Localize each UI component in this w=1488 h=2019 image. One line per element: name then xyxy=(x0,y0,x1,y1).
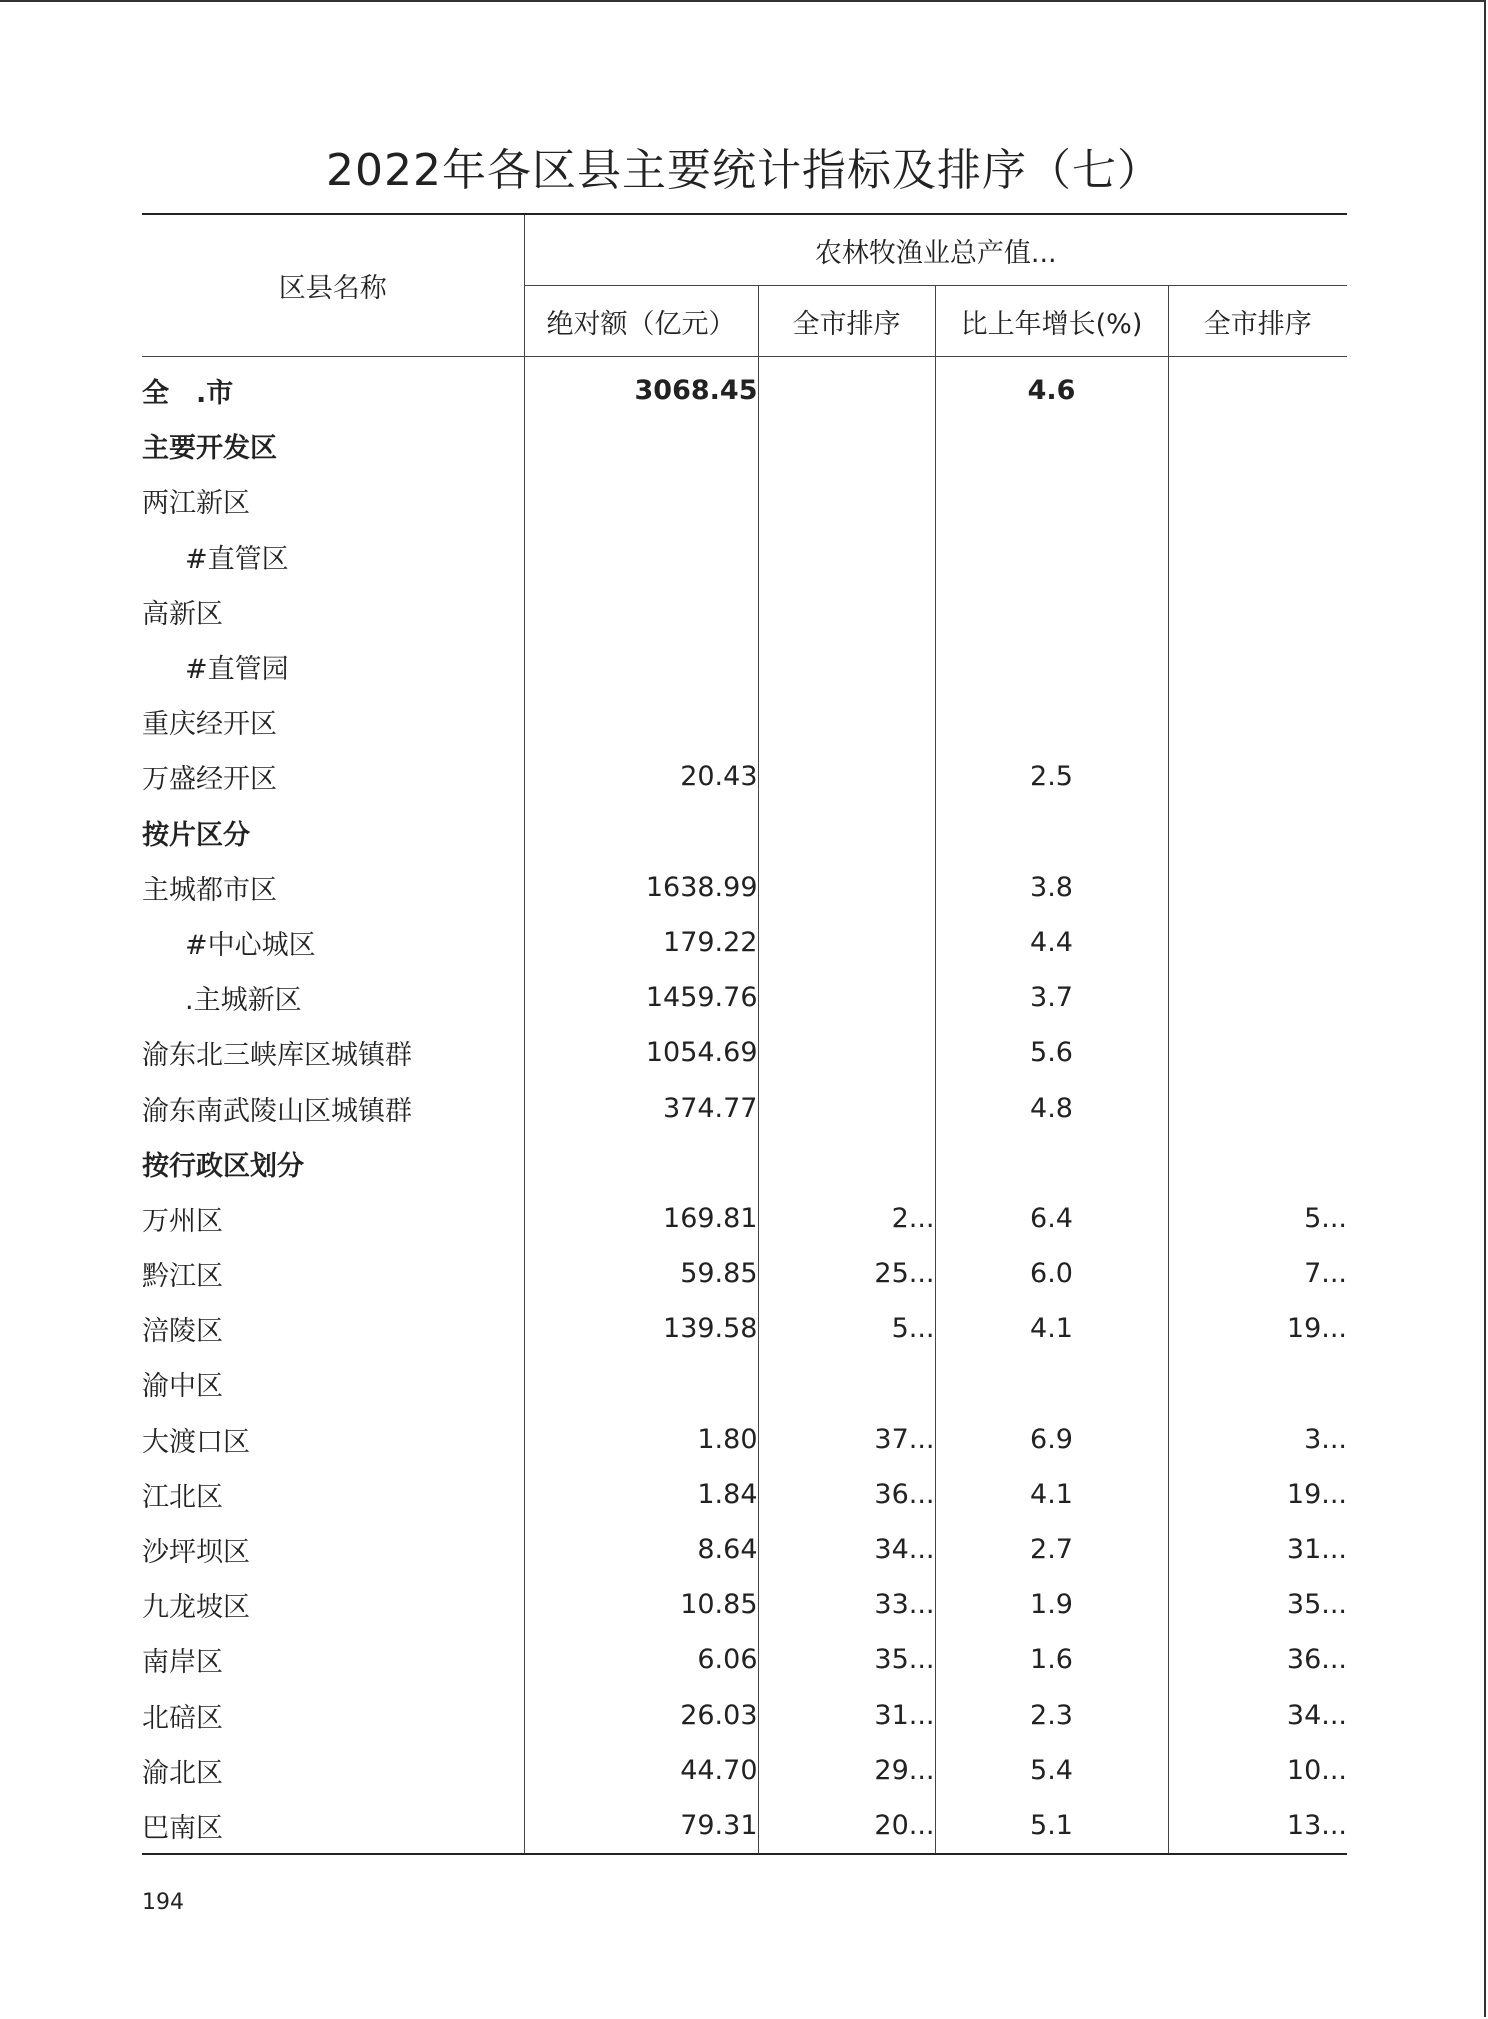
table-row xyxy=(142,357,1347,419)
growth-rate-cell xyxy=(935,639,1168,694)
page-title: 2022年各区县主要统计指标及排序（七） xyxy=(326,145,1162,196)
district-name-cell: 江北区 xyxy=(142,1467,524,1522)
table-row xyxy=(142,529,1347,584)
district-name-cell: 按行政区划分 xyxy=(142,1136,524,1191)
table-row xyxy=(142,1412,1347,1467)
table-row xyxy=(142,1246,1347,1301)
amount-rank-cell xyxy=(758,1136,935,1191)
growth-rank-cell: 13... xyxy=(1168,1798,1347,1854)
amount-rank-cell xyxy=(758,584,935,639)
table-row xyxy=(142,1025,1347,1080)
amount-rank-cell: 34... xyxy=(758,1522,935,1577)
table-row xyxy=(142,473,1347,528)
table-row xyxy=(142,860,1347,915)
district-name-cell: 涪陵区 xyxy=(142,1301,524,1356)
absolute-amount-cell: 20.43 xyxy=(524,749,758,804)
district-name-cell: 渝东南武陵山区城镇群 xyxy=(142,1080,524,1135)
table-row xyxy=(142,1191,1347,1246)
amount-rank-cell xyxy=(758,473,935,528)
district-name-cell: 北碚区 xyxy=(142,1688,524,1743)
growth-rate-cell: 6.0 xyxy=(935,1246,1168,1301)
growth-rate-cell xyxy=(935,584,1168,639)
district-name-cell: 渝北区 xyxy=(142,1743,524,1798)
table-row xyxy=(142,584,1347,639)
absolute-amount-cell xyxy=(524,1356,758,1411)
amount-rank-header: 全市排序 xyxy=(758,286,935,357)
absolute-amount-cell xyxy=(524,639,758,694)
amount-rank-cell: 20... xyxy=(758,1798,935,1854)
absolute-amount-cell: 8.64 xyxy=(524,1522,758,1577)
table-row xyxy=(142,1080,1347,1135)
growth-rate-cell: 3.7 xyxy=(935,970,1168,1025)
district-name-cell: 九龙坡区 xyxy=(142,1577,524,1632)
amount-rank-cell: 33... xyxy=(758,1577,935,1632)
amount-rank-cell: 36... xyxy=(758,1467,935,1522)
growth-rate-cell: 5.1 xyxy=(935,1798,1168,1854)
growth-rank-cell xyxy=(1168,1136,1347,1191)
absolute-amount-cell xyxy=(524,694,758,749)
growth-rate-cell: 4.1 xyxy=(935,1467,1168,1522)
growth-rank-cell xyxy=(1168,694,1347,749)
output-value-group-header: 农林牧渔业总产值... xyxy=(524,214,1347,286)
amount-rank-cell xyxy=(758,1356,935,1411)
growth-rank-header: 全市排序 xyxy=(1168,286,1347,357)
district-name-cell: 两江新区 xyxy=(142,473,524,528)
table-row xyxy=(142,1522,1347,1577)
amount-rank-cell: 35... xyxy=(758,1632,935,1687)
growth-rate-cell: 6.9 xyxy=(935,1412,1168,1467)
district-name-cell: 主城都市区 xyxy=(142,860,524,915)
absolute-amount-cell: 374.77 xyxy=(524,1080,758,1135)
growth-rate-cell: 4.1 xyxy=(935,1301,1168,1356)
district-name-cell: #中心城区 xyxy=(142,915,524,970)
growth-rank-cell xyxy=(1168,1025,1347,1080)
table-row xyxy=(142,1301,1347,1356)
amount-rank-cell xyxy=(758,860,935,915)
table-row xyxy=(142,1632,1347,1687)
absolute-amount-cell: 10.85 xyxy=(524,1577,758,1632)
amount-rank-cell xyxy=(758,529,935,584)
statistics-table xyxy=(142,213,1347,1855)
table-row xyxy=(142,1798,1347,1854)
district-name-cell: 渝东北三峡库区城镇群 xyxy=(142,1025,524,1080)
absolute-amount-cell: 1638.99 xyxy=(524,860,758,915)
amount-rank-cell xyxy=(758,357,935,419)
district-name-cell: 大渡口区 xyxy=(142,1412,524,1467)
district-name-cell: 万州区 xyxy=(142,1191,524,1246)
table-row xyxy=(142,1467,1347,1522)
growth-rate-cell: 4.8 xyxy=(935,1080,1168,1135)
growth-rank-cell xyxy=(1168,639,1347,694)
growth-rank-cell xyxy=(1168,1080,1347,1135)
district-name-cell: #直管区 xyxy=(142,529,524,584)
absolute-amount-cell: 26.03 xyxy=(524,1688,758,1743)
table-body xyxy=(142,357,1347,1855)
amount-rank-cell xyxy=(758,1025,935,1080)
absolute-amount-cell: 1054.69 xyxy=(524,1025,758,1080)
district-name-cell: 全 .市 xyxy=(142,357,524,419)
growth-rank-cell xyxy=(1168,473,1347,528)
district-name-cell: 按片区分 xyxy=(142,805,524,860)
growth-rank-cell: 7... xyxy=(1304,1258,1347,1290)
amount-rank-cell: 25... xyxy=(758,1246,935,1301)
table-row xyxy=(142,418,1347,473)
growth-rate-cell xyxy=(935,529,1168,584)
district-name-cell: #直管园 xyxy=(142,639,524,694)
district-name-cell: 万盛经开区 xyxy=(142,749,524,804)
district-name-cell: 沙坪坝区 xyxy=(142,1522,524,1577)
amount-rank-cell xyxy=(758,1080,935,1135)
absolute-amount-header: 绝对额（亿元） xyxy=(524,286,758,357)
absolute-amount-cell: 44.70 xyxy=(524,1743,758,1798)
amount-rank-cell xyxy=(758,639,935,694)
growth-rate-cell xyxy=(935,418,1168,473)
district-name-header: 区县名称 xyxy=(142,214,524,357)
district-name-cell: 渝中区 xyxy=(142,1356,524,1411)
amount-rank-cell xyxy=(758,694,935,749)
growth-rank-cell: 35... xyxy=(1286,1589,1347,1621)
absolute-amount-cell xyxy=(524,529,758,584)
absolute-amount-cell: 1.80 xyxy=(524,1412,758,1467)
growth-rate-cell: 1.9 xyxy=(935,1577,1168,1632)
table-row xyxy=(142,639,1347,694)
growth-rate-cell xyxy=(935,1356,1168,1411)
growth-rank-cell: 31... xyxy=(1286,1534,1347,1566)
table-row xyxy=(142,694,1347,749)
amount-rank-cell xyxy=(758,970,935,1025)
amount-rank-cell: 31... xyxy=(758,1688,935,1743)
growth-rate-cell: 4.4 xyxy=(935,915,1168,970)
growth-rate-cell xyxy=(935,805,1168,860)
growth-rank-cell xyxy=(1168,805,1347,860)
district-name-cell: 高新区 xyxy=(142,584,524,639)
amount-rank-cell: 2... xyxy=(758,1191,935,1246)
table-row xyxy=(142,1136,1347,1191)
growth-rank-cell xyxy=(1168,860,1347,915)
absolute-amount-cell xyxy=(524,1136,758,1191)
growth-rank-cell: 10... xyxy=(1286,1754,1347,1786)
absolute-amount-cell: 59.85 xyxy=(524,1246,758,1301)
growth-rank-cell xyxy=(1168,418,1347,473)
growth-rate-cell: 6.4 xyxy=(935,1191,1168,1246)
absolute-amount-cell xyxy=(524,418,758,473)
table-row xyxy=(142,805,1347,860)
amount-rank-cell: 5... xyxy=(758,1301,935,1356)
growth-rate-cell: 2.7 xyxy=(935,1522,1168,1577)
table-row xyxy=(142,1356,1347,1411)
absolute-amount-cell: 1.84 xyxy=(524,1467,758,1522)
growth-rate-cell: 5.6 xyxy=(935,1025,1168,1080)
growth-rate-cell xyxy=(935,1136,1168,1191)
growth-rank-cell: 5... xyxy=(1304,1202,1347,1234)
absolute-amount-cell: 6.06 xyxy=(524,1632,758,1687)
absolute-amount-cell: 179.22 xyxy=(524,915,758,970)
growth-rank-cell: 34... xyxy=(1286,1699,1347,1731)
growth-rate-cell: 2.3 xyxy=(935,1688,1168,1743)
growth-rank-cell xyxy=(1168,970,1347,1025)
table-row xyxy=(142,1688,1347,1743)
table-row xyxy=(142,1577,1347,1632)
growth-rate-cell: 5.4 xyxy=(935,1743,1168,1798)
table-row xyxy=(142,1743,1347,1798)
absolute-amount-cell: 3068.45 xyxy=(524,357,758,419)
growth-rate-header: 比上年增长(%) xyxy=(935,286,1168,357)
growth-rank-cell: 19... xyxy=(1286,1313,1347,1345)
growth-rate-cell: 3.8 xyxy=(935,860,1168,915)
absolute-amount-cell xyxy=(524,473,758,528)
growth-rate-cell: 1.6 xyxy=(935,1632,1168,1687)
amount-rank-cell xyxy=(758,805,935,860)
absolute-amount-cell: 79.31 xyxy=(524,1798,758,1854)
absolute-amount-cell: 1459.76 xyxy=(524,970,758,1025)
absolute-amount-cell: 169.81 xyxy=(524,1191,758,1246)
amount-rank-cell xyxy=(758,418,935,473)
amount-rank-cell xyxy=(758,915,935,970)
growth-rank-cell xyxy=(1168,915,1347,970)
district-name-cell: .主城新区 xyxy=(142,970,524,1025)
growth-rank-cell xyxy=(1168,749,1347,804)
district-name-cell: 巴南区 xyxy=(142,1798,524,1854)
amount-rank-cell: 29... xyxy=(758,1743,935,1798)
absolute-amount-cell xyxy=(524,584,758,639)
district-name-cell: 主要开发区 xyxy=(142,418,524,473)
growth-rank-cell xyxy=(1168,357,1347,419)
growth-rate-cell xyxy=(935,694,1168,749)
table-row xyxy=(142,915,1347,970)
growth-rank-cell: 3... xyxy=(1304,1423,1347,1455)
growth-rank-cell: 19... xyxy=(1286,1478,1347,1510)
growth-rank-cell xyxy=(1168,529,1347,584)
absolute-amount-cell: 139.58 xyxy=(524,1301,758,1356)
district-name-cell: 南岸区 xyxy=(142,1632,524,1687)
growth-rate-cell: 2.5 xyxy=(935,749,1168,804)
table-row xyxy=(142,970,1347,1025)
growth-rank-cell xyxy=(1168,584,1347,639)
amount-rank-cell: 37... xyxy=(758,1412,935,1467)
absolute-amount-cell xyxy=(524,805,758,860)
district-name-cell: 重庆经开区 xyxy=(142,694,524,749)
growth-rate-cell xyxy=(935,473,1168,528)
district-name-cell: 黔江区 xyxy=(142,1246,524,1301)
amount-rank-cell xyxy=(758,749,935,804)
page-number: 194 xyxy=(142,1890,184,1915)
growth-rank-cell xyxy=(1168,1356,1347,1411)
table-row xyxy=(142,749,1347,804)
growth-rate-cell: 4.6 xyxy=(935,357,1168,419)
growth-rank-cell: 36... xyxy=(1286,1644,1347,1676)
